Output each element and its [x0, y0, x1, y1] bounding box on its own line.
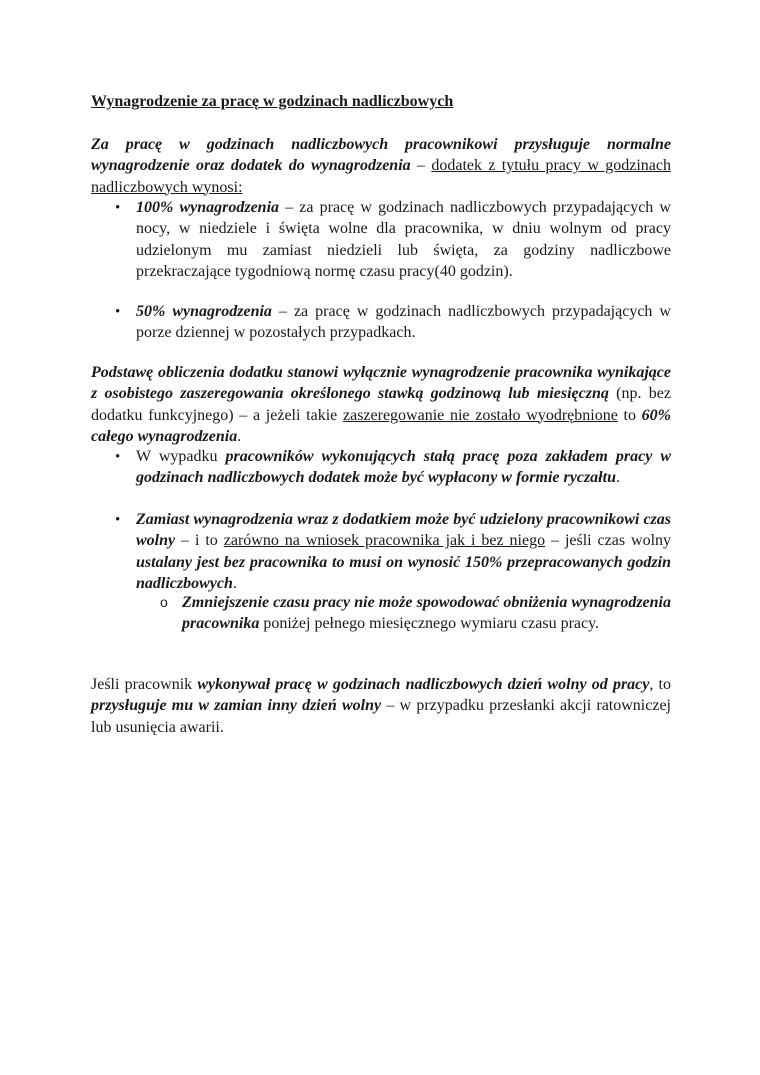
rule-1-bold: pracowników wykonujących stałą pracę poza zakładem pracy w godzinach nadliczbowych dodatek może być wypłacony w formie ryczałtu: [136, 448, 672, 487]
rule-bullet-1: •: [115, 449, 121, 465]
basis-underlined-text: zaszeregowanie nie zostało wyodrębnione: [342, 406, 618, 424]
basis-end: .: [237, 427, 242, 445]
subrule-plain: poniżej pełnego miesięcznego wymiaru czasu pracy.: [259, 615, 600, 633]
intro-dash: –: [410, 157, 432, 175]
rate-100-label: 100% wynagrodzenia: [136, 199, 280, 216]
basis-plain-text-2: to: [617, 406, 642, 424]
basis-plain-text: (np. bez dodatku funkcyjnego) – a jeżeli takie: [91, 385, 672, 424]
rate-50-label: 50% wynagrodzenia: [136, 303, 272, 320]
subrule-item: [182, 592, 671, 635]
rule-item-ryczalt: [136, 446, 671, 489]
basis-bold-text-2: 60% całego wynagrodzenia: [91, 406, 671, 445]
closing-plain-2: , to: [649, 676, 671, 693]
closing-plain-3: – w przypadku przesłanki akcji ratowniczej lub usunięcia awarii.: [91, 697, 672, 736]
rule-2-plain-2: – jeśli czas wolny: [545, 532, 672, 550]
rate-item-50: [136, 301, 671, 344]
rate-50-text: – za pracę w godzinach nadliczbowych przypadających w porze dziennej w pozostałych przypadkach.: [136, 303, 671, 342]
intro-underlined-text: dodatek z tytułu pracy w godzinach nadliczbowych wynosi:: [91, 157, 672, 196]
basis-paragraph: [91, 362, 671, 447]
closing-plain: Jeśli pracownik: [91, 676, 198, 693]
rule-1-end: .: [615, 469, 620, 487]
rate-bullet-2: •: [115, 304, 121, 320]
rule-2-bold-2: ustalany jest bez pracownika to musi on wynosić 150% przepracowanych godzin nadliczbowych: [136, 553, 671, 592]
rule-2-plain: – i to: [175, 532, 224, 550]
rate-100-text: – za pracę w godzinach nadliczbowych przypadających w nocy, w niedziele i święta wolne dla pracownika, w dniu wolnym od pracy udzielonym mu zamiast niedzieli lub święta, za godziny nadliczbowe przekraczające tygodniową normę czasu pracy(40 godzin).: [136, 199, 671, 280]
rule-2-end: .: [232, 574, 237, 592]
intro-bold-text: Za pracę w godzinach nadliczbowych pracownikowi przysługuje normalne wynagrodzenie oraz dodatek do wynagrodzenia: [91, 136, 671, 175]
rate-item-100: [136, 197, 671, 282]
closing-bold: wykonywał pracę w godzinach nadliczbowych dzień wolny od pracy: [197, 676, 650, 693]
rule-2-bold: Zamiast wynagrodzenia wraz z dodatkiem może być udzielony pracownikowi czas wolny: [136, 511, 671, 550]
rate-bullet-1: •: [115, 200, 121, 216]
basis-bold-text: Podstawę obliczenia dodatku stanowi wyłącznie wynagrodzenie pracownika wynikające z osobistego zaszeregowania określonego stawką godzinową lub miesięczną: [91, 364, 671, 403]
document-title: Wynagrodzenie za pracę w godzinach nadliczbowych: [91, 93, 454, 110]
intro-paragraph: [91, 134, 671, 198]
subrule-bullet: o: [160, 594, 168, 610]
rule-bullet-2: •: [115, 512, 121, 528]
rule-item-czas-wolny: [136, 509, 671, 594]
closing-bold-2: przysługuje mu w zamian inny dzień wolny: [91, 697, 382, 715]
closing-paragraph: [91, 674, 671, 738]
subrule-bold: Zmniejszenie czasu pracy nie może spowodować obniżenia wynagrodzenia pracownika: [182, 594, 671, 633]
rule-2-underlined: zarówno na wniosek pracownika jak i bez niego: [223, 532, 546, 550]
rule-1-plain: W wypadku: [136, 448, 226, 465]
